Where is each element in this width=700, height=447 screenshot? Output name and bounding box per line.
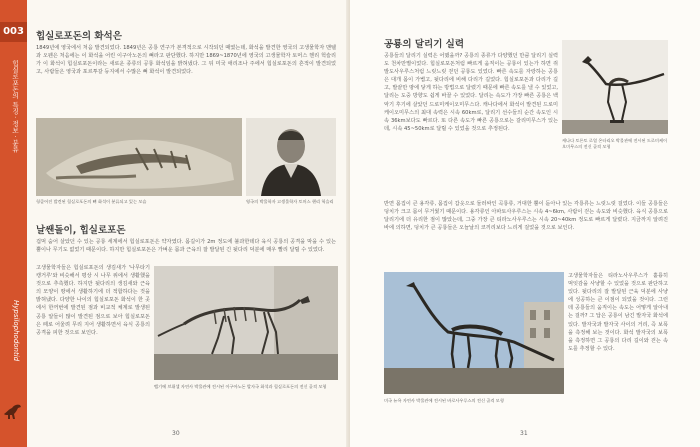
section-title-fossil: 힙실로포돈의 화석은 <box>36 31 122 42</box>
caption-portrait: 영국의 박물학자 고생물학자 토머스 헨리 헉슬리 <box>246 199 334 204</box>
caption-barosaurus: 미국 뉴욕 자연사 박물관에 전시된 바로사우루스의 전신 골격 모형 <box>384 398 504 403</box>
page-number-right: 31 <box>520 430 528 437</box>
caption-dromiceiomimus: 캐나다 토론토 로열 온타리오 박물관에 전시된 드로미케이오미무스의 전신 골격 모형 <box>562 138 668 149</box>
paragraph-slow-dinosaurs: 반면 몸집이 큰 용각류, 몸집이 갑옷으로 둘러싸인 곡룡류, 거대한 뿔이 돋아나 있는 각룡류는 느릿느릿 걸었다. 이들 공룡들은 덩치가 크고 몸이 무거웠기 때문이다. 용각류인 아파토사우루스는 시속 4~6km, 사람이 걷는 속도와 비슷했다. 육식 공룡으로 달리기에 더 유리한 점이 많았는데, 그중 가장 큰 티라노사우루스는 시속 20~40km 정도로 빠르게 달렸다. 지금까지 알려진 바에 의하면, 덩치가 큰 공룡들은 오늘날의 코끼리보다 느리게 걸었을 것으로 보인다. <box>384 201 668 232</box>
chapter-sidebar-text: 힙실로포돈의 특징 · 정보 · 분류 <box>11 60 19 153</box>
caption-skeleton: 벨기에 브뤼셀 자연사 박물관에 전시된 이구아노돈 발자국 화석과 힙실로포돈의 전신 골격 모형 <box>154 384 327 389</box>
chapter-number: 003 <box>0 22 27 42</box>
paragraph-running-speed: 공룡들의 달리기 실력은 어땠을까? 공룡의 종류가 다양했던 만큼 달리기 실력도 천차만별이었다. 힙실로포돈처럼 빠르게 움직이는 공룡이 있는가 하면 쥐 발도사우루스처럼 느릿느릿 걷던 공룡도 있었다. 빠른 속도를 자랑하는 공룡은 대개 몸이 가볍고, 뒷다리에 비해 다리가 길었다. 힙실로포돈과 다리가 길고, 발끝만 땅에 닿게 하는 방법으로 달렸기 때문에 빠른 속도를 낼 수 있었고, 달리는 도중 방향도 쉽게 바꿀 수 있었다. 달리는 속도가 가장 빠른 공룡은 백악기 후기에 살았던 드로미케이오미무스다. 캐나다에서 화석이 발견된 드로미케이오미무스의 최대 속력은 시속 60km로, 달리기 선수들의 순간 속도인 시속 36km보다도 빠르다. 또 다른 속도가 빠른 공룡으로는 갈리미무스가 있는데, 시속 45~50km로 달릴 수 있었을 것으로 추정된다. <box>384 53 558 132</box>
caption-fossil-slab: 헝클어진 발견된 힙실로포돈의 뼈 화석이 분류되고 있는 모습 <box>36 199 147 204</box>
dinosaur-family-name: Hypsilophodontid <box>12 300 20 362</box>
chapter-tab <box>0 0 27 447</box>
paragraph-fossil-discovery: 1849년에 영국에서 처음 발견되었다. 1849년은 공룡 연구가 본격적으로 시작되던 때였는데, 화석을 발견한 영국의 고생물학자 맨텔과 오웬은 처음에는 이 화석을 어린 이구아노돈의 뼈라고 판단했다. 하지만 1869~1870년에 영국의 고생물학자 토머스 헨리 헉슬리가 이 화석이 힙실로포돈이라는 새로운 종류의 공룡 화석임을 밝혀냈다. 그 뒤 미국 애리조나 주에서 힙실로포돈의 흔적이 발견되었고, 사람들은 영국과 포르투갈 등지에서 수많은 뼈 화석이 발견되었다. <box>36 45 336 76</box>
paragraph-lifestyle: 고생물학자들은 힙실로포돈의 생김새가 '나무타기캥거루'와 비슷해서 평상 시 나무 위에서 생활했을 것으로 추측했다. 하지만 뒷다리의 생김새와 근육의 모양이 땅에서 생활하기에 더 적합하다는 것을 밝혀냈다. 다양한 나이의 힙실로포돈 화석이 한 곳에서 한꺼번에 발견된 점과 비교적 체계로 발생된 공룡 알들이 많이 발견된 점으로 보아 힙실로포돈은 떼로 어울려 무리 지어 생활하면서 육식 공룡의 공격을 피한 것으로 보인다. <box>36 265 150 336</box>
page-number-left: 30 <box>172 430 180 437</box>
fossil-slab-photo <box>36 118 242 196</box>
barosaurus-photo <box>384 272 564 394</box>
paragraph-footprint-speed: 고생물학자들은 티라노사우루스가 훌륭히 먹잇감을 사냥할 수 있었을 것으로 판단하고 있다. 뒷다리의 잘 발달된 근육 덕분에 사냥에 성공하는 큰 이점이 되었을 것이다. 그런데 공룡들의 움직이는 속도는 어떻게 알아내는 걸까? 그 답은 공룡이 남긴 발자국 화석에 있다. 발자국과 발자국 사이의 거리, 즉 보폭을 측정해 보는 것이다. 화석 발자국의 보폭을 측정하면 그 공룡의 다리 길이와 걷는 속도를 추정할 수 있다. <box>568 273 668 352</box>
skeleton-museum-photo <box>154 266 338 380</box>
dinosaur-silhouette-icon <box>2 400 24 422</box>
section-title-running: 공룡의 달리기 실력 <box>384 39 465 50</box>
paragraph-fast-runner: 겁먹 숨어 살았던 수 있는 공룡 세계에서 힙실로포돈은 약자였다. 몸길이가 2m 정도에 불과한데다 육식 공룡의 공격을 막을 수 있는 뿔이나 무기도 없었기 때문이다. 하지만 힙실로포돈은 가벼운 몸과 근육의 잘 발달된 긴 뒷다리 덕분에 매우 빨리 달릴 수 있었다. <box>36 239 336 254</box>
right-page <box>350 0 700 447</box>
section-title-fast: 날쌘돌이, 힙실로포돈 <box>36 225 126 236</box>
dromiceiomimus-photo <box>562 40 668 134</box>
huxley-portrait <box>246 118 336 196</box>
